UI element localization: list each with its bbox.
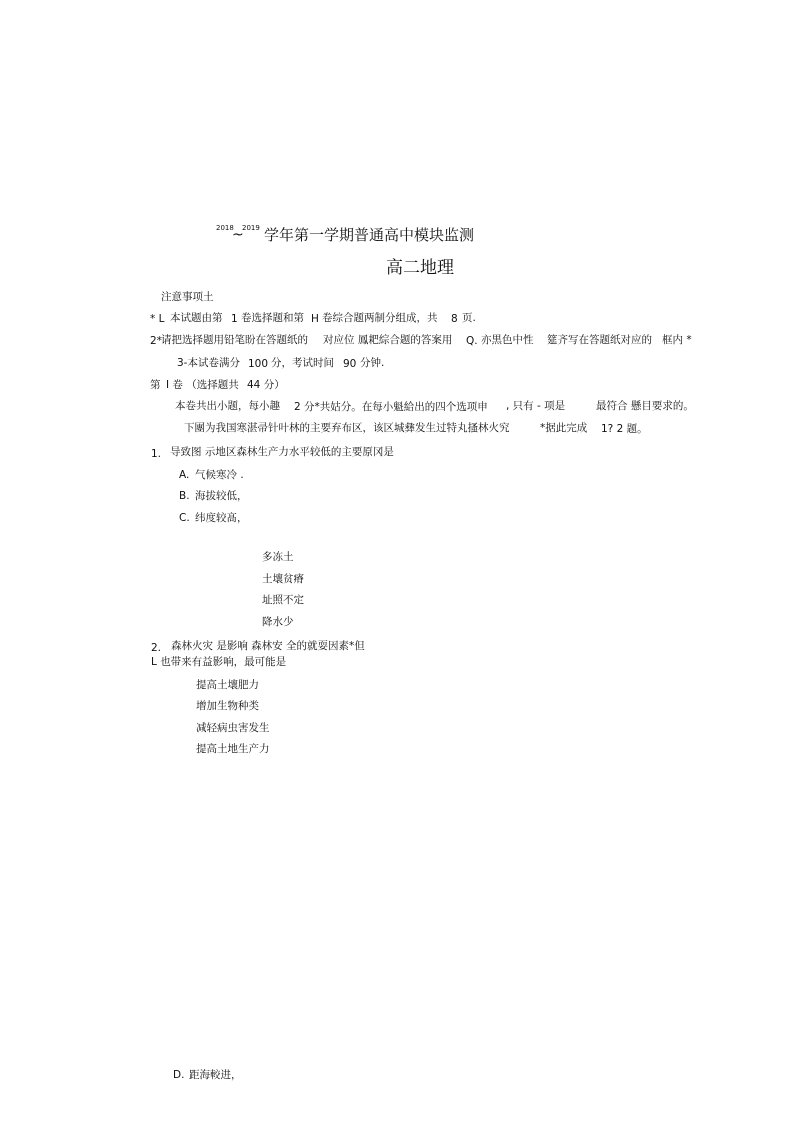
section-1-intro-c: , 只有 - 项是: [506, 400, 566, 412]
section-1-intro-a: 本卷共出小题，每小趣: [175, 400, 280, 412]
exam-title: 学年第一学期普通高中模块监测: [264, 226, 475, 244]
note-2-e: 框内 *: [662, 334, 692, 346]
q1-option-d-letter: D.: [173, 1069, 185, 1081]
year-end: 2019: [242, 224, 260, 232]
q1-option-c: [179, 511, 248, 525]
notes-heading: 注意事项土: [161, 291, 214, 303]
year-start: 2018: [216, 224, 234, 232]
q1-option-c-text: 纬度较髙，: [195, 512, 248, 524]
q1-option-d-text: 距海較进，: [189, 1069, 242, 1081]
q1-number: 1.: [151, 448, 162, 460]
note-3-c: 分钟.: [360, 357, 385, 369]
section-1-b: I 卷 （选择题共: [166, 379, 239, 391]
note-1-a: 本试题由第: [170, 312, 223, 324]
note-2-prefix: 2*: [150, 335, 162, 347]
note-3-score: 100: [248, 358, 269, 370]
note-1-num: 1: [231, 313, 238, 325]
context-a: 下團为我国寒湛帚针叶林的主要弃布区，该区城彝发生过特丸搔林火究: [184, 422, 510, 434]
q1-option-b: [179, 489, 248, 503]
q1-option-b-text: 海拔较低，: [195, 490, 248, 502]
note-2-q: Q.: [466, 335, 478, 347]
note-1-c: 卷综合题两制分组成，共: [322, 312, 438, 324]
q1-stem: 导致图 示地区森林生产力水平较低的主要原冈是: [170, 446, 394, 458]
q1-extra-2: 土壤贫瘠: [262, 573, 304, 585]
context-c: 1? 2 题。: [601, 423, 648, 435]
section-1-intro-b: 2 分*共姑分。在每小魁給出的四个选项申: [294, 401, 488, 413]
note-1-h: H: [311, 313, 319, 325]
q2-stem: 森林火灾 是影响 森林安 全的就耍因素*但: [171, 640, 365, 652]
q1-option-d: [173, 1068, 242, 1082]
note-3-time: 90: [343, 358, 357, 370]
q2-option-4: 提高土地生产力: [196, 743, 270, 755]
note-3-b: 分，考试时间: [271, 357, 334, 369]
note-3-a: 3-本试卷满分: [177, 357, 240, 369]
context-b: *据此完成: [540, 422, 588, 434]
note-1-prefix: * L: [150, 313, 165, 325]
q2-option-1: 提高土壤肥力: [196, 679, 259, 691]
q1-extra-4: 降水少: [262, 616, 294, 628]
note-2-a: 请把选择题用铅笔盼在答题纸的: [161, 334, 308, 346]
section-1-c: 44 分）: [247, 379, 285, 391]
section-1-intro-d: 最符合 懸目要求的。: [596, 400, 694, 412]
q2-option-2: 增加生物种类: [196, 700, 259, 712]
q1-option-a: [179, 468, 244, 482]
q1-option-a-letter: A.: [179, 469, 190, 481]
section-1-a: 第: [150, 379, 161, 391]
exam-subtitle: 高二地理: [386, 258, 454, 278]
q1-extra-3: 址照不定: [262, 594, 304, 606]
q2-number: 2.: [151, 642, 162, 654]
year-tilde: ~: [232, 227, 244, 243]
note-2-b: 对应位 鳳耙綜合题的答案用: [323, 334, 453, 346]
note-2-c: 亦黒色中性: [481, 334, 534, 346]
q1-option-c-letter: C.: [179, 512, 190, 524]
q2-option-3: 减轻病虫害发生: [196, 722, 270, 734]
q1-extra-1: 多冻土: [262, 551, 294, 563]
note-2-d: 筵齐写在答题纸对应的: [547, 334, 652, 346]
note-1-d: 页.: [462, 312, 476, 324]
q1-option-b-letter: B.: [179, 490, 190, 502]
note-1-pages: 8: [451, 313, 458, 325]
note-1-b: 卷选择题和第: [241, 312, 304, 324]
q1-option-a-text: 气候寒冷 .: [195, 469, 244, 481]
q2-stem-2: L 也带来有益影响，最可能是: [151, 656, 287, 668]
